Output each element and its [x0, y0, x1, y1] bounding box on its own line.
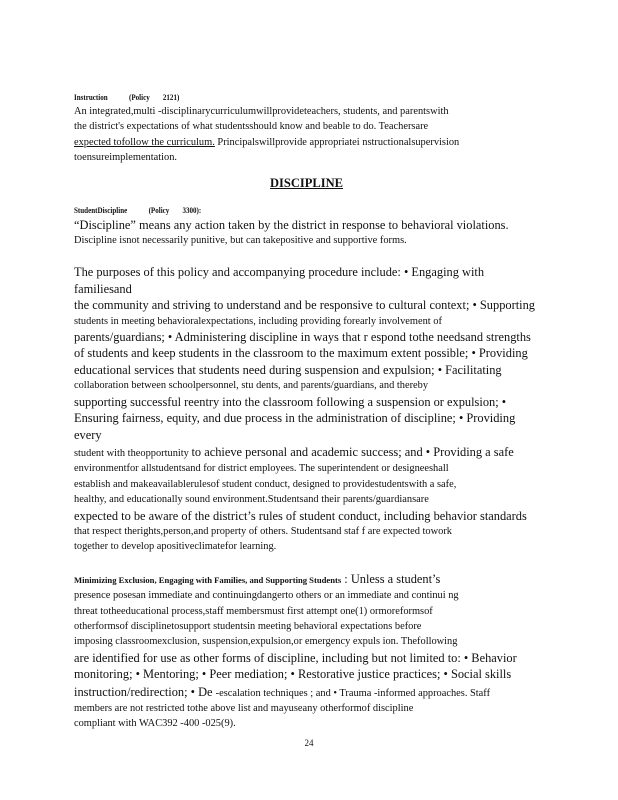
- paragraph-line: are identified for use as other forms of discipline, including but not limited to: • Behavior: [74, 650, 517, 665]
- instruction-policy-label: (Policy: [129, 92, 150, 102]
- paragraph-line: environmentfor allstudentsand for district employees. The superintendent or designeeshall: [74, 463, 449, 475]
- paragraph-line: the community and striving to understand and be responsive to cultural context; • Supporting: [74, 298, 535, 313]
- paragraph-line: The purposes of this policy and accompanying procedure include: • Engaging with familiesand: [74, 265, 485, 296]
- paragraph-line: healthy, and educationally sound environment.Studentsand their parents/guardiansare: [74, 494, 429, 506]
- line-segment: student with theopportunity: [74, 447, 192, 459]
- discipline-definition: “Discipline” means any action taken by the district in response to behavioral violations.: [74, 217, 509, 232]
- instruction-policy-number: 2121): [162, 92, 180, 102]
- instruction-line-rest: Principalswillprovide appropriatei nstructionalsupervision: [214, 136, 460, 148]
- paragraph-line: supporting successful reentry into the classroom following a suspension or expulsion; •: [74, 394, 507, 409]
- paragraph-line: members are not restricted tothe above list and mayuseany otherformof discipline: [74, 703, 414, 714]
- paragraph-line: parents/guardians; • Administering discipline in ways that r espond tothe needsand strengths: [74, 330, 531, 345]
- instruction-underlined-text: expected tofollow the curriculum.: [74, 136, 215, 148]
- line-segment: to achieve personal and academic success; and • Providing a safe: [191, 444, 514, 459]
- paragraph-line: of students and keep students in the classroom to the maximum extent possible; • Providing: [74, 346, 528, 361]
- minimizing-heading-tail: : Unless a student’s: [341, 571, 441, 586]
- paragraph-line: Ensuring fairness, equity, and due process in the administration of discipline; • Providing every: [74, 411, 516, 442]
- paragraph-line: educational services that students need during suspension and expulsion; • Facilitating: [74, 362, 502, 377]
- instruction-line: An integrated,multi -disciplinarycurriculumwillprovideteachers, students, and parentswith: [74, 106, 449, 117]
- student-discipline-policy-number: 3300):: [182, 204, 202, 215]
- student-discipline-policy-label: (Policy: [148, 204, 170, 215]
- instruction-heading-label: Instruction: [74, 92, 108, 102]
- paragraph-line: otherformsof disciplinetosupport studentsin meeting behavioral expectations before: [74, 620, 422, 632]
- page-content: [74, 90, 539, 732]
- paragraph-line: presence posesan immediate and continuingdangerto others or an immediate and continui ng: [74, 590, 459, 602]
- paragraph-line: compliant with WAC392 -400 -025(9).: [74, 718, 236, 730]
- instruction-line: toensureimplementation.: [74, 152, 178, 164]
- paragraph-line: collaboration between schoolpersonnel, stu dents, and parents/guardians, and thereby: [74, 380, 429, 392]
- page-number: 24: [304, 738, 314, 748]
- minimizing-heading: Minimizing Exclusion, Engaging with Families, and Supporting Students: [74, 574, 342, 585]
- minimizing-heading-line: [74, 571, 539, 588]
- student-discipline-heading: [74, 203, 455, 217]
- instruction-line: the district's expectations of what studentsshould know and beable to do. Teachersare: [74, 121, 429, 133]
- paragraph-line: that respect therights,person,and property of others. Studentsand staf f are expected towork: [74, 525, 452, 537]
- paragraph-line: together to develop apositiveclimatefor learning.: [74, 541, 277, 553]
- paragraph-line: establish and makeavailablerulesof student conduct, designed to providestudentswith a safe,: [74, 478, 457, 490]
- paragraph-line: monitoring; • Mentoring; • Peer mediation; • Restorative justice practices; • Social skills: [74, 667, 512, 682]
- purposes-paragraph: [74, 264, 539, 554]
- minimizing-paragraph: [74, 588, 539, 732]
- instruction-line: [74, 135, 539, 150]
- paragraph-line: expected to be aware of the district’s rules of student conduct, including behavior standards: [74, 508, 527, 523]
- section-title: DISCIPLINE: [270, 175, 343, 190]
- paragraph-line: [74, 443, 539, 461]
- line-segment: instruction/redirection; • De: [74, 684, 216, 699]
- line-segment: -escalation techniques ; and • Trauma -informed approaches. Staff: [215, 687, 491, 699]
- paragraph-line: threat totheeducational process,staff membersmust first attempt one(1) ormoreformsof: [74, 605, 433, 617]
- paragraph-line: imposing classroomexclusion, suspension,expulsion,or emergency expuls ion. Thefollowing: [74, 636, 458, 648]
- discipline-definition-cont: Discipline isnot necessarily punitive, but can takepositive and supportive forms.: [74, 235, 407, 247]
- paragraph-line: students in meeting behavioralexpectations, including providing forearly involvement of: [74, 315, 442, 327]
- instruction-heading: [74, 90, 455, 104]
- student-discipline-heading-label: StudentDiscipline: [74, 204, 128, 215]
- paragraph-line: [74, 683, 539, 701]
